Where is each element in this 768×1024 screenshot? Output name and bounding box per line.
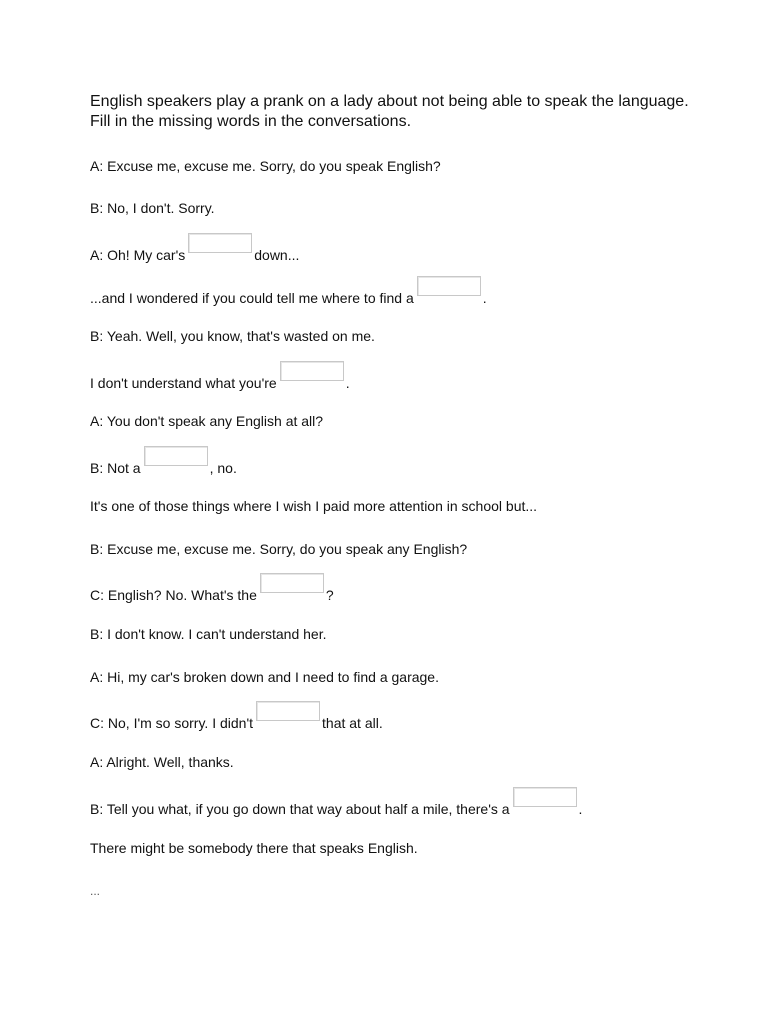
dialogue-line-14 xyxy=(90,710,383,731)
line-text: B: No, I don't. Sorry. xyxy=(90,200,215,216)
dialogue-line-8 xyxy=(90,455,237,476)
line-text: B: Yeah. Well, you know, that's wasted on me. xyxy=(90,328,375,344)
dialogue-line-15 xyxy=(90,753,234,771)
line-text-after: ? xyxy=(325,587,334,603)
line-text: B: I don't know. I can't understand her. xyxy=(90,626,327,642)
blank-input-3[interactable] xyxy=(280,361,344,381)
line-text: ...and I wondered if you could tell me where to find a xyxy=(90,290,414,306)
dialogue-line-17 xyxy=(90,839,418,857)
line-text: A: Hi, my car's broken down and I need to find a garage. xyxy=(90,669,439,685)
dialogue-line-12 xyxy=(90,625,327,643)
line-text: A: Alright. Well, thanks. xyxy=(90,754,234,770)
blank-input-5[interactable] xyxy=(260,573,324,593)
line-text: It's one of those things where I wish I paid more attention in school but... xyxy=(90,498,538,514)
dialogue-line-6 xyxy=(90,370,350,391)
line-text: There might be somebody there that speaks English. xyxy=(90,840,418,856)
blank-input-7[interactable] xyxy=(513,787,577,807)
line-text: I don't understand what you're xyxy=(90,375,277,391)
line-text: B: Excuse me, excuse me. Sorry, do you speak any English? xyxy=(90,541,468,557)
dialogue-line-13 xyxy=(90,668,439,686)
dialogue-line-4 xyxy=(90,285,487,306)
line-text-after: that at all. xyxy=(322,715,383,731)
dialogue-line-11 xyxy=(90,582,334,603)
dialogue-line-10 xyxy=(90,540,467,558)
line-text: C: English? No. What's the xyxy=(90,587,257,603)
dialogue-line-16 xyxy=(90,796,583,817)
blank-input-1[interactable] xyxy=(188,233,252,253)
line-text: C: No, I'm so sorry. I didn't xyxy=(90,715,254,731)
blank-input-2[interactable] xyxy=(417,276,481,296)
dialogue-line-5 xyxy=(90,327,375,345)
line-text: A: You don't speak any English at all? xyxy=(90,413,324,429)
dialogue-line-7 xyxy=(90,412,323,430)
dialogue-line-9 xyxy=(90,497,537,515)
line-text-after: , no. xyxy=(209,460,237,476)
line-text-after: down... xyxy=(254,247,300,263)
dialogue-line-2 xyxy=(90,199,215,217)
line-text-after: . xyxy=(578,801,583,817)
line-text: A: Excuse me, excuse me. Sorry, do you speak English? xyxy=(90,158,441,174)
dialogue-line-3 xyxy=(90,242,300,263)
line-text: B: Tell you what, if you go down that way about half a mile, there's a xyxy=(90,801,510,817)
dialogue-line-1 xyxy=(90,157,441,175)
line-text-after: . xyxy=(345,375,350,391)
blank-input-4[interactable] xyxy=(144,446,208,466)
exercise-instructions: English speakers play a prank on a lady about not being able to speak the language. Fill in the missing words in the conversations. xyxy=(90,93,689,130)
line-text-after: . xyxy=(482,290,487,306)
continuation-ellipsis: ... xyxy=(90,884,101,898)
line-text: B: Not a xyxy=(90,460,141,476)
blank-input-6[interactable] xyxy=(256,701,320,721)
line-text: A: Oh! My car's xyxy=(90,247,186,263)
